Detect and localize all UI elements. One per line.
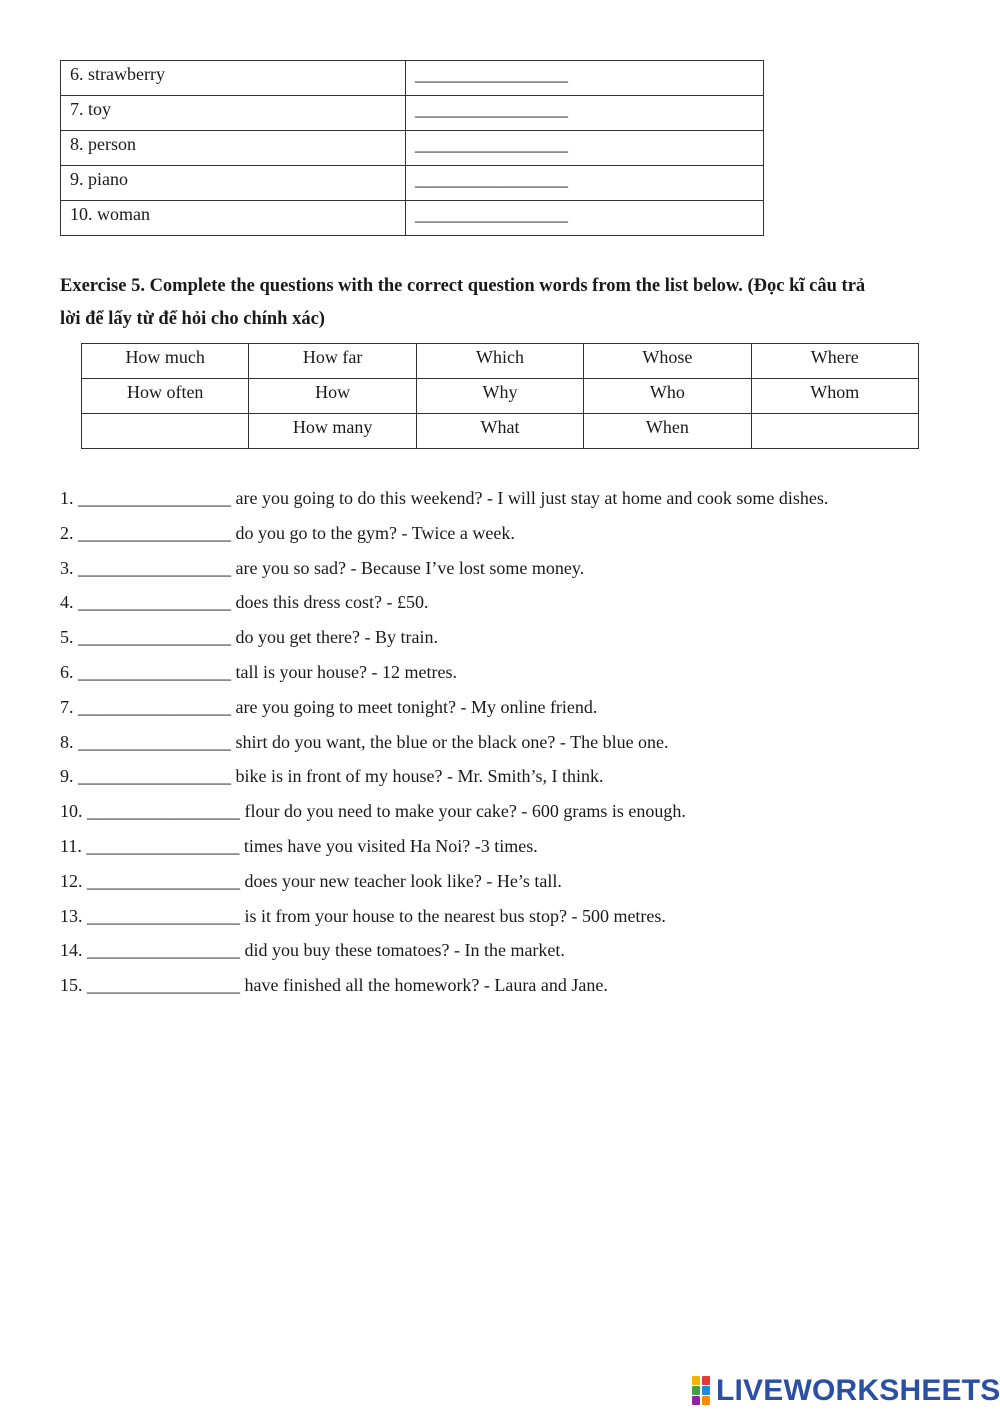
question-list [60,483,960,1005]
question-number: 8. [60,731,74,752]
question-text: did you buy these tomatoes? - In the market. [240,940,565,961]
question-item [60,901,960,936]
answer-blank[interactable]: _________________ [406,131,764,166]
question-number: 12. [60,870,83,891]
heading-line: lời để lấy từ để hỏi cho chính xác) [60,309,325,329]
question-number: 5. [60,627,74,648]
word-bank-cell: How far [249,344,416,379]
question-number: 15. [60,975,83,996]
word-bank-cell [751,414,918,449]
question-item [60,727,960,762]
question-number: 14. [60,940,83,961]
word-bank-cell: Where [751,344,918,379]
answer-blank[interactable]: _________________ [87,975,240,996]
word-bank-cell [82,414,249,449]
question-item [60,518,960,553]
answer-blank[interactable]: _________________ [78,766,231,787]
answer-blank[interactable]: _________________ [406,166,764,201]
word-bank-cell: Whose [584,344,751,379]
question-text: does your new teacher look like? - He’s tall. [240,870,562,891]
table-row [82,344,919,379]
word-bank-cell: Which [416,344,583,379]
question-number: 4. [60,592,74,613]
table-row [61,201,764,236]
question-word-bank [81,343,919,449]
answer-blank[interactable]: _________________ [87,905,240,926]
table-row [61,61,764,96]
question-item [60,831,960,866]
question-item [60,553,960,588]
word-bank-cell: How [249,379,416,414]
table-cell-word: 10. woman [61,201,406,236]
plural-forms-table [60,60,764,236]
answer-blank[interactable]: _________________ [78,488,231,508]
answer-blank[interactable]: _________________ [87,940,240,961]
question-number: 2. [60,522,74,543]
answer-blank[interactable]: _________________ [78,696,231,717]
answer-blank[interactable]: _________________ [406,61,764,96]
question-item [60,970,960,1005]
question-number: 11. [60,835,82,856]
word-bank-cell: What [416,414,583,449]
table-row [61,96,764,131]
word-bank-cell: Who [584,379,751,414]
question-text: flour do you need to make your cake? - 600 grams is enough. [240,801,686,822]
answer-blank[interactable]: _________________ [78,731,231,752]
table-row [82,414,919,449]
word-bank-cell: When [584,414,751,449]
question-text: do you get there? - By train. [231,627,438,648]
answer-blank[interactable]: _________________ [78,522,231,543]
word-bank-cell: Whom [751,379,918,414]
question-number: 13. [60,905,83,926]
question-text: are you so sad? - Because I’ve lost some money. [231,557,585,578]
answer-blank[interactable]: _________________ [87,870,240,891]
liveworksheets-logo-icon [692,1376,712,1406]
question-text: bike is in front of my house? - Mr. Smith’s, I think. [231,766,604,787]
answer-blank[interactable]: _________________ [78,557,231,578]
question-number: 1. [60,488,74,508]
question-number: 7. [60,696,74,717]
word-bank-cell: How often [82,379,249,414]
question-item [60,622,960,657]
table-cell-word: 6. strawberry [61,61,406,96]
answer-blank[interactable]: _________________ [87,801,240,822]
question-number: 9. [60,766,74,787]
answer-blank[interactable]: _________________ [78,627,231,648]
word-bank-cell: How much [82,344,249,379]
heading-line: Exercise 5. Complete the questions with the correct question words from the list below. (Đọc kĩ câu trả [60,276,866,296]
question-text: do you go to the gym? - Twice a week. [231,522,515,543]
question-text: tall is your house? - 12 metres. [231,661,457,682]
exercise-5-heading [60,270,960,336]
answer-blank[interactable]: _________________ [406,96,764,131]
question-item [60,935,960,970]
table-row [61,166,764,201]
question-text: does this dress cost? - £50. [231,592,429,613]
table-row [82,379,919,414]
word-bank-cell: Why [416,379,583,414]
question-text: are you going to do this weekend? - I will just stay at home and cook some dishes. [231,488,829,508]
word-bank-cell: How many [249,414,416,449]
question-text: have finished all the homework? - Laura and Jane. [240,975,608,996]
question-text: is it from your house to the nearest bus stop? - 500 metres. [240,905,666,926]
table-cell-word: 7. toy [61,96,406,131]
answer-blank[interactable]: _________________ [78,592,231,613]
question-number: 3. [60,557,74,578]
question-item [60,483,960,518]
question-number: 6. [60,661,74,682]
question-text: shirt do you want, the blue or the black one? - The blue one. [231,731,669,752]
question-item [60,657,960,692]
table-cell-word: 8. person [61,131,406,166]
table-cell-word: 9. piano [61,166,406,201]
logo-text: LIVEWORKSHEETS [716,1374,1000,1407]
question-item [60,761,960,796]
answer-blank[interactable]: _________________ [406,201,764,236]
question-item [60,692,960,727]
question-item [60,866,960,901]
answer-blank[interactable]: _________________ [86,835,240,856]
question-text: times have you visited Ha Noi? -3 times. [239,835,538,856]
question-item [60,587,960,622]
table-row [61,131,764,166]
question-item [60,796,960,831]
question-number: 10. [60,801,83,822]
question-text: are you going to meet tonight? - My online friend. [231,696,598,717]
liveworksheets-logo[interactable] [692,1374,1000,1408]
answer-blank[interactable]: _________________ [78,661,231,682]
